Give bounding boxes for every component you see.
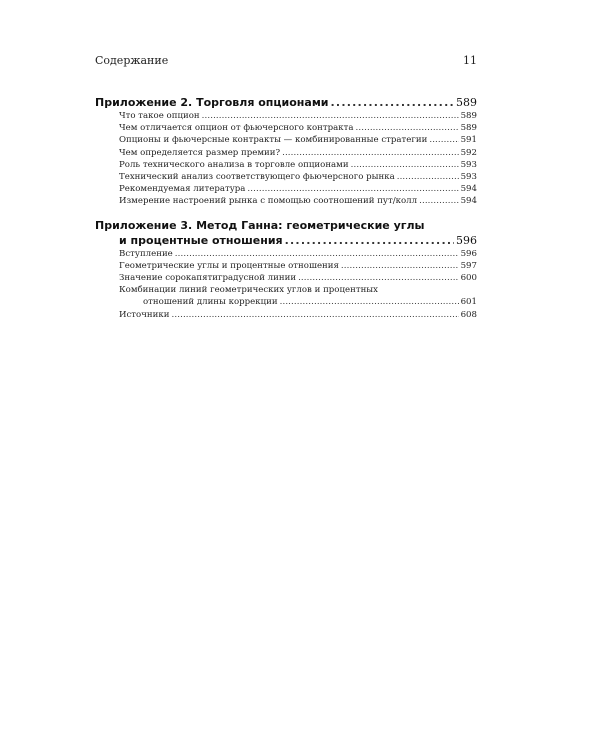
toc-sub-entry[interactable]: [95, 260, 477, 272]
dot-leader: [341, 260, 459, 272]
running-header-title: Содержание: [95, 54, 169, 67]
toc-entry-page: 597: [460, 260, 477, 271]
toc-main-entry-line1[interactable]: Приложение 3. Метод Ганна: геометрические углы: [95, 218, 425, 232]
toc-entry-title: Вступление: [119, 248, 173, 259]
toc-entry-page: 600: [460, 273, 477, 284]
toc-entry-title: Рекомендуемая литература: [119, 184, 246, 195]
toc-section-appendix-2: [95, 95, 477, 208]
toc-section-appendix-3: [95, 218, 477, 321]
dot-leader: [280, 296, 459, 308]
running-header: [95, 54, 477, 70]
dot-leader: [429, 134, 458, 146]
dot-leader: [331, 95, 454, 110]
toc-entry-page: 593: [460, 159, 477, 170]
toc-entry-page: 591: [460, 135, 477, 146]
toc-entry-title: Геометрические углы и процентные отношения: [119, 260, 339, 271]
table-of-contents: [95, 95, 477, 331]
toc-sub-entry[interactable]: [95, 248, 477, 260]
toc-entry-title: Чем отличается опцион от фьючерсного контракта: [119, 123, 354, 134]
toc-entry-page: 589: [456, 96, 477, 109]
dot-leader: [202, 110, 459, 122]
toc-sub-entry[interactable]: [95, 122, 477, 134]
running-header-page-number: 11: [463, 54, 477, 67]
dot-leader: [175, 248, 459, 260]
dot-leader: [298, 272, 459, 284]
toc-entry-title: и процентные отношения: [119, 233, 283, 247]
toc-entry-title: отношений длины коррекции: [143, 297, 278, 308]
toc-sub-entry[interactable]: [95, 147, 477, 159]
toc-sub-entry[interactable]: [95, 272, 477, 284]
toc-entry-page: 593: [460, 172, 477, 183]
toc-sub-entry[interactable]: [95, 309, 477, 321]
toc-entry-page: 596: [460, 248, 477, 259]
toc-main-entry[interactable]: [95, 233, 477, 248]
toc-entry-page: 594: [460, 184, 477, 195]
dot-leader: [282, 147, 459, 159]
toc-entry-title: Измерение настроений рынка с помощью соотношений пут/колл: [119, 196, 418, 207]
toc-entry-page: 608: [460, 309, 477, 320]
toc-entry-title: Чем определяется размер премии?: [119, 147, 281, 158]
toc-entry-page: 592: [460, 147, 477, 158]
dot-leader: [351, 159, 459, 171]
toc-entry-page: 596: [456, 233, 477, 247]
toc-sub-entry[interactable]: [95, 159, 477, 171]
toc-entry-title: Источники: [119, 309, 170, 320]
dot-leader: [171, 309, 458, 321]
toc-entry-page: 601: [460, 297, 477, 308]
toc-main-entry[interactable]: [95, 95, 477, 110]
toc-sub-entry[interactable]: [95, 296, 477, 308]
toc-entry-page: 589: [460, 123, 477, 134]
toc-entry-page: 589: [460, 111, 477, 121]
toc-sub-entry[interactable]: [95, 195, 477, 207]
toc-entry-title: Значение сорокапятиградусной линии: [119, 273, 297, 284]
dot-leader: [247, 183, 458, 195]
toc-sub-entry-line1[interactable]: Комбинации линий геометрических углов и процентных: [119, 285, 378, 296]
toc-entry-title: Приложение 2. Торговля опционами: [95, 96, 329, 109]
toc-entry-title: Технический анализ соответствующего фьючерсного рынка: [119, 172, 395, 183]
dot-leader: [397, 171, 459, 183]
dot-leader: [419, 195, 459, 207]
toc-entry-title: Роль технического анализа в торговле опционами: [119, 159, 349, 170]
dot-leader: [356, 122, 459, 134]
toc-entry-page: 594: [460, 196, 477, 207]
toc-sub-entry[interactable]: [95, 134, 477, 146]
toc-sub-entry[interactable]: [95, 183, 477, 195]
toc-entry-title: Опционы и фьючерсные контракты — комбинированные стратегии: [119, 135, 428, 146]
dot-leader: [285, 233, 454, 248]
toc-sub-entry[interactable]: [95, 110, 477, 122]
toc-entry-title: Что такое опцион: [119, 111, 200, 121]
toc-sub-entry[interactable]: [95, 171, 477, 183]
